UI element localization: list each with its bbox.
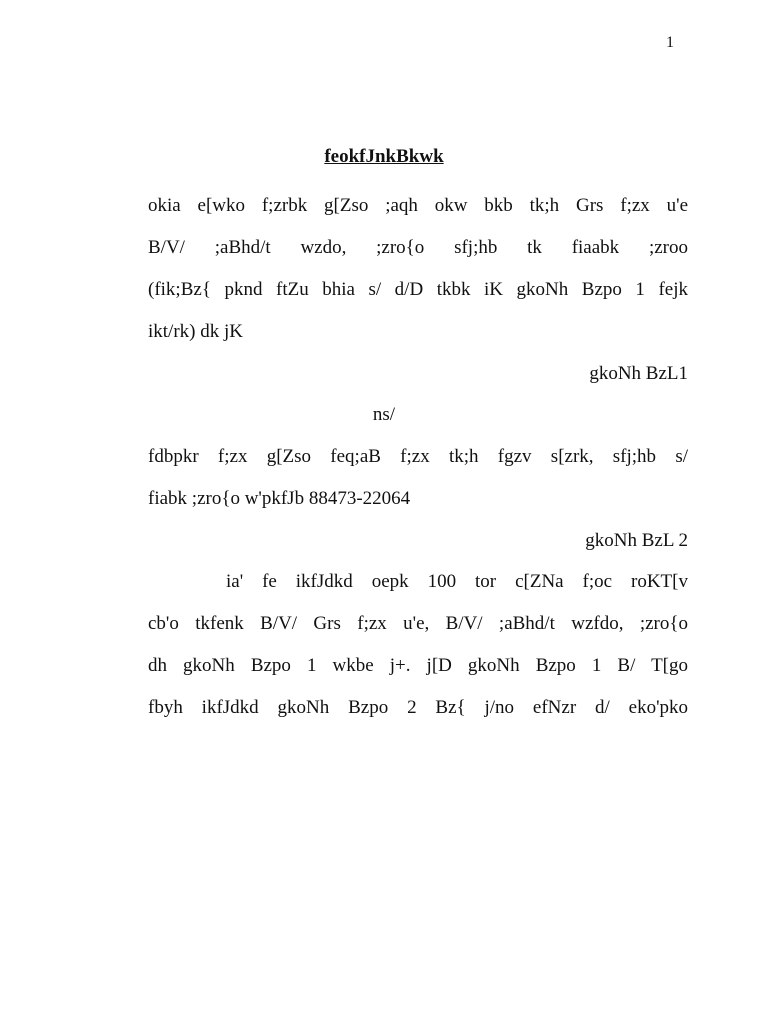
text-line-8: fiabk ;zro{o w'pkfJb 88473-22064 [148,488,411,509]
conjunction-line: ns/ [372,404,396,425]
text-line-11: cb'o tkfenk B/V/ Grs f;zx u'e, B/V/ ;aBhd/t wzfdo, ;zro{o [148,613,688,634]
text-line-2: B/V/ ;aBhd/t wzdo, ;zro{o sfj;hb tk fiaabk ;zroo [148,237,688,258]
text-line-13: fbyh ikfJdkd gkoNh Bzpo 2 Bz{ j/no efNzr d/ eko'pko [148,697,688,718]
page-number: 1 [666,34,674,51]
text-line-4: ikt/rk) dk jK [148,321,243,342]
text-line-1: okia e[wko f;zrbk g[Zso ;aqh okw bkb tk;h Grs f;zx u'e [148,195,688,216]
text-line-10: ia' fe ikfJdkd oepk 100 tor c[ZNa f;oc roKT[v [226,571,688,592]
party-label-1: gkoNh BzL1 [589,363,688,384]
text-line-3: (fik;Bz{ pknd ftZu bhia s/ d/D tkbk iK gkoNh Bzpo 1 fejk [148,279,688,300]
party-label-2: gkoNh BzL 2 [585,530,688,551]
text-line-7: fdbpkr f;zx g[Zso feq;aB f;zx tk;h fgzv s[zrk, sfj;hb s/ [148,446,688,467]
document-title: feokfJnkBkwk [324,146,444,167]
text-line-12: dh gkoNh Bzpo 1 wkbe j+. j[D gkoNh Bzpo 1 B/ T[go [148,655,688,676]
